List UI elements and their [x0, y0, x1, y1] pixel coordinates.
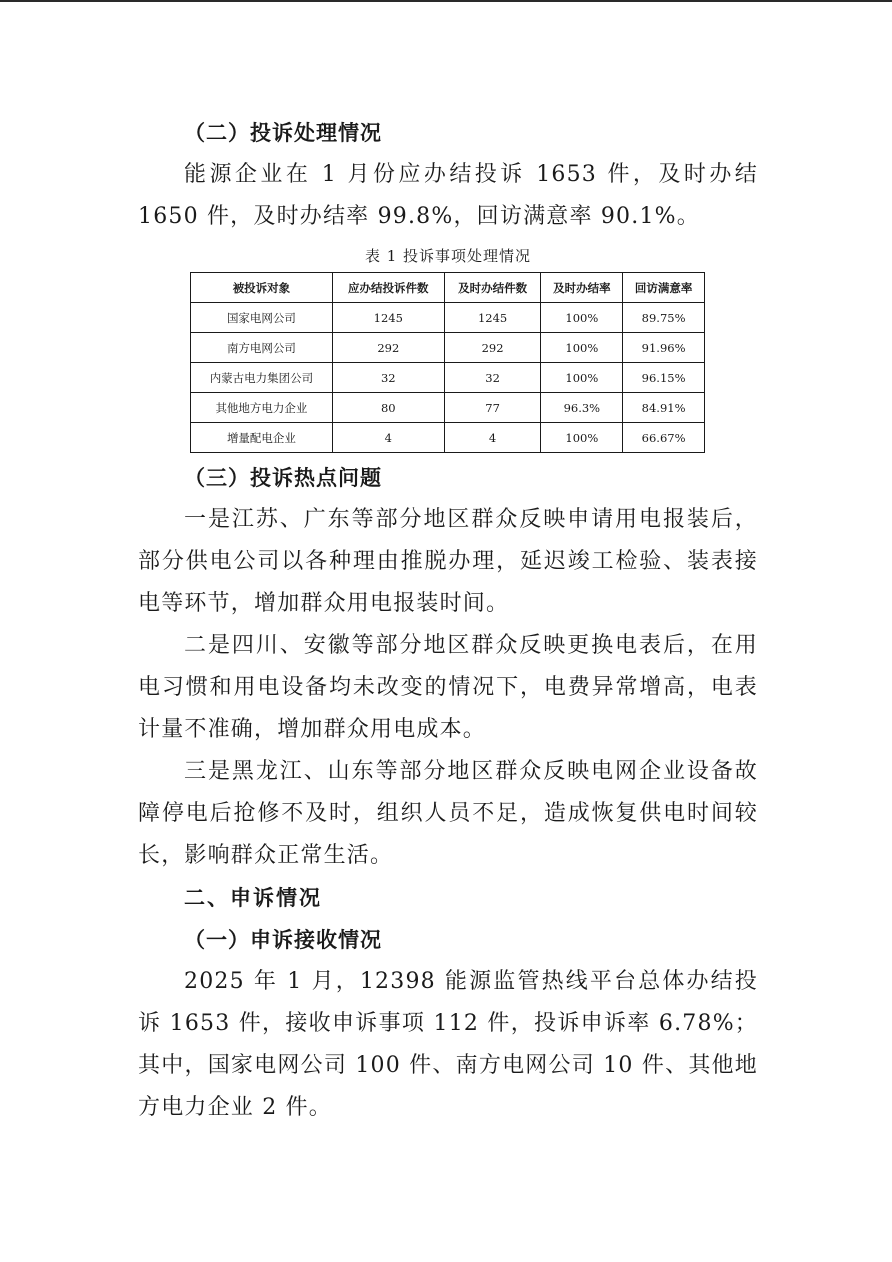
document-page: [138, 112, 758, 1129]
table-row: [191, 423, 705, 453]
cell-satisfaction: 84.91%: [623, 393, 705, 423]
paragraph-hotspot-1: 一是江苏、广东等部分地区群众反映申请用电报装后，部分供电公司以各种理由推脱办理，延迟竣工检验、装表接电等环节，增加群众用电报装时间。: [138, 507, 758, 616]
cell-target: 其他地方电力企业: [191, 393, 333, 423]
table-caption: 表 1 投诉事项处理情况: [364, 247, 532, 265]
cell-due-count: 292: [332, 333, 444, 363]
cell-due-count: 80: [332, 393, 444, 423]
cell-satisfaction: 91.96%: [623, 333, 705, 363]
paragraph-complaint-handling: 能源企业在 1 月份应办结投诉 1653 件，及时办结 1650 件，及时办结率 99.8%，回访满意率 90.1%。: [138, 162, 758, 229]
cell-timely-count: 1245: [444, 303, 541, 333]
cell-timely-rate: 100%: [541, 423, 623, 453]
heading-complaint-hotspots: （三）投诉热点问题: [184, 465, 382, 490]
table-row: [191, 303, 705, 333]
cell-due-count: 4: [332, 423, 444, 453]
cell-target: 增量配电企业: [191, 423, 333, 453]
table-header-row: [191, 273, 705, 303]
header-timely-rate: 及时办结率: [541, 273, 623, 303]
cell-due-count: 1245: [332, 303, 444, 333]
cell-timely-count: 77: [444, 393, 541, 423]
header-satisfaction: 回访满意率: [623, 273, 705, 303]
paragraph-hotspot-2: 二是四川、安徽等部分地区群众反映更换电表后，在用电习惯和用电设备均未改变的情况下，电费异常增高，电表计量不准确，增加群众用电成本。: [138, 633, 758, 742]
cell-satisfaction: 66.67%: [623, 423, 705, 453]
cell-timely-count: 292: [444, 333, 541, 363]
table-row: [191, 363, 705, 393]
cell-timely-rate: 96.3%: [541, 393, 623, 423]
cell-timely-rate: 100%: [541, 333, 623, 363]
cell-timely-count: 4: [444, 423, 541, 453]
paragraph-appeal-receipt: 2025 年 1 月，12398 能源监管热线平台总体办结投诉 1653 件，接收申诉事项 112 件，投诉申诉率 6.78%；其中，国家电网公司 100 件、南方电网公司 10 件、其他地方电力企业 2 件。: [138, 969, 758, 1120]
table-row: [191, 393, 705, 423]
heading-complaint-handling: （二）投诉处理情况: [184, 120, 382, 145]
cell-target: 国家电网公司: [191, 303, 333, 333]
cell-satisfaction: 89.75%: [623, 303, 705, 333]
heading-appeal-receipt: （一）申诉接收情况: [184, 927, 382, 952]
header-due-count: 应办结投诉件数: [332, 273, 444, 303]
hotspot-section: [138, 457, 758, 877]
header-timely-count: 及时办结件数: [444, 273, 541, 303]
table-row: [191, 333, 705, 363]
heading-appeals: 二、申诉情况: [184, 885, 322, 910]
cell-target: 内蒙古电力集团公司: [191, 363, 333, 393]
cell-timely-rate: 100%: [541, 303, 623, 333]
paragraph-hotspot-3: 三是黑龙江、山东等部分地区群众反映电网企业设备故障停电后抢修不及时，组织人员不足，造成恢复供电时间较长，影响群众正常生活。: [138, 759, 758, 868]
cell-timely-rate: 100%: [541, 363, 623, 393]
cell-satisfaction: 96.15%: [623, 363, 705, 393]
page-top-border: [0, 0, 892, 2]
cell-due-count: 32: [332, 363, 444, 393]
header-target: 被投诉对象: [191, 273, 333, 303]
complaint-table: [190, 272, 705, 453]
cell-target: 南方电网公司: [191, 333, 333, 363]
cell-timely-count: 32: [444, 363, 541, 393]
